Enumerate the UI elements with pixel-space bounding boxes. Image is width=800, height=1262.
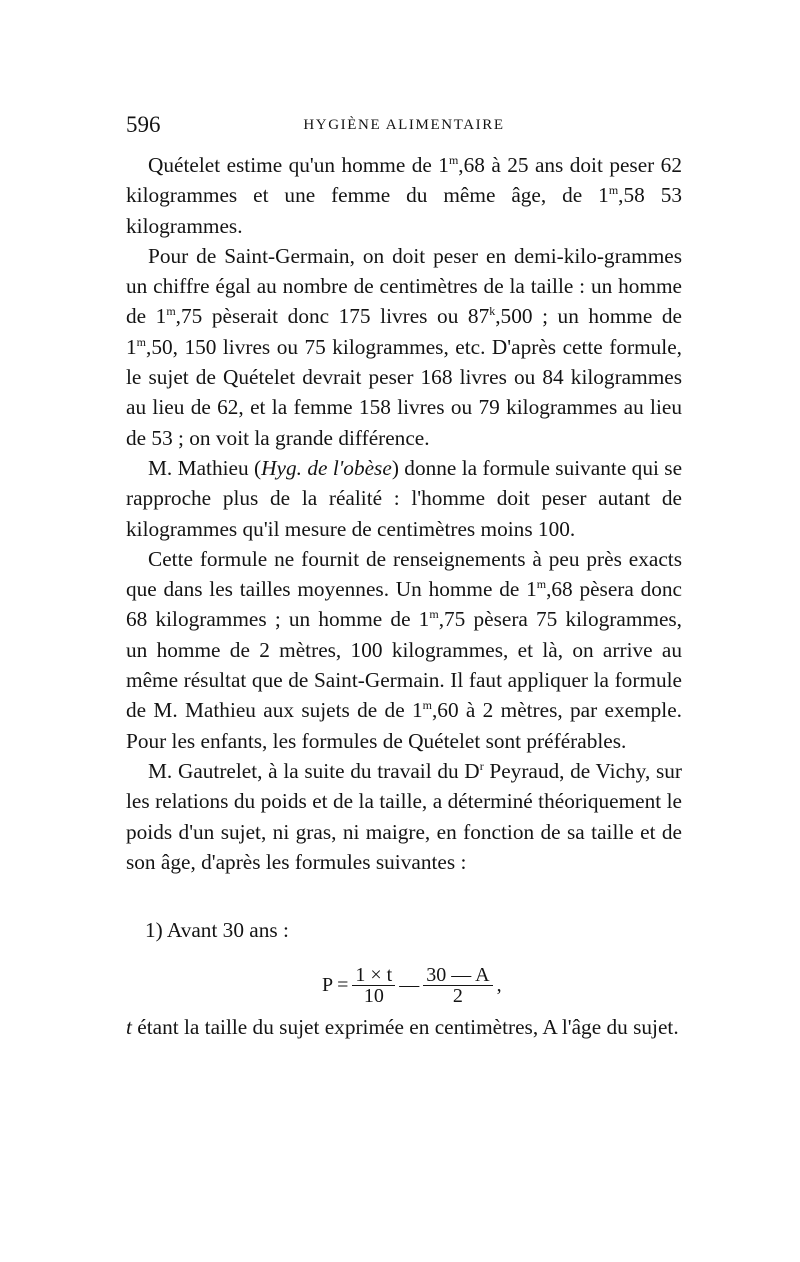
fraction-height-numerator: 1 × t <box>352 966 395 986</box>
variable-t: t <box>126 1015 132 1039</box>
paragraph-formula-comment: Cette formule ne fournit de renseignements à peu près exacts que dans les tailles moyennes. Un homme de 1$^m$,68 pèsera donc 68 kilogrammes ; un homme de 1$^m$,75 pèsera 75 kilogrammes, un homme de 2 mètres, 100 kilogrammes, et là, on arrive au même résultat que de Saint-Germain. Il faut appliquer la formule de M. Mathieu aux sujets de de 1$^m$,60 à 2 mètres, par exemple. Pour les enfants, les formules de Quételet sont préférables. <box>126 546 683 753</box>
page-number: 596 <box>126 112 161 137</box>
formula-lhs: P <box>322 974 334 996</box>
paragraph-quetelet: Quételet estime qu'un homme de 1$^m$,68 à 25 ans doit peser 62 kilogrammes et une femme du même âge, de 1$^m$,58 53 kilogrammes. <box>126 152 682 238</box>
running-title: HYGIÈNE ALIMENTAIRE <box>303 117 505 133</box>
fraction-age <box>423 966 492 1005</box>
formula-minus: — <box>399 974 420 996</box>
fraction-age-denominator: 2 <box>452 985 463 1007</box>
fraction-age-numerator: 30 — A <box>423 966 492 986</box>
variables-note <box>126 1012 682 1042</box>
fraction-height <box>352 966 395 1005</box>
paragraph-gautrelet: M. Gautrelet, à la suite du travail du $D^r$ Peyraud, de Vichy, sur les relations du poids et de la taille, a déterminé théoriquement le poids d'un sujet, ni gras, ni maigre, en fonction de sa taille et de son âge, d'après les formules suivantes : <box>126 758 682 874</box>
paragraph-saint-germain: Pour de Saint-Germain, on doit peser en demi-kilo-grammes un chiffre égal au nombre de centimètres de la taille : un homme de 1$^m$,75 pèserait donc 175 livres ou 87$^k$,500 ; un homme de 1$^m$,50, 150 livres ou 75 kilogrammes, etc. D'après cette formule, le sujet de Quételet devrait peser 168 livres ou 84 kilogrammes au lieu de 62, et la femme 158 livres ou 79 kilogrammes au lieu de 53 ; on voit la grande différence. <box>126 243 682 450</box>
fraction-height-denominator: 10 <box>363 985 384 1007</box>
variables-note-text: étant la taille du sujet exprimée en centimètres, A l'âge du sujet. <box>131 1015 679 1039</box>
formula-equals: = <box>337 974 349 996</box>
weight-formula <box>322 966 502 1005</box>
formula-trailing: , <box>496 974 502 996</box>
paragraph-mathieu: M. Mathieu (Hyg. de l'obèse) donne la formule suivante qui se rapproche plus de la réalité : l'homme doit peser autant de kilogrammes qu'il mesure de centimètres moins 100. <box>126 455 683 541</box>
body-text <box>126 150 682 945</box>
case-label: 1) Avant 30 ans : <box>145 918 289 943</box>
page-header <box>126 112 682 142</box>
